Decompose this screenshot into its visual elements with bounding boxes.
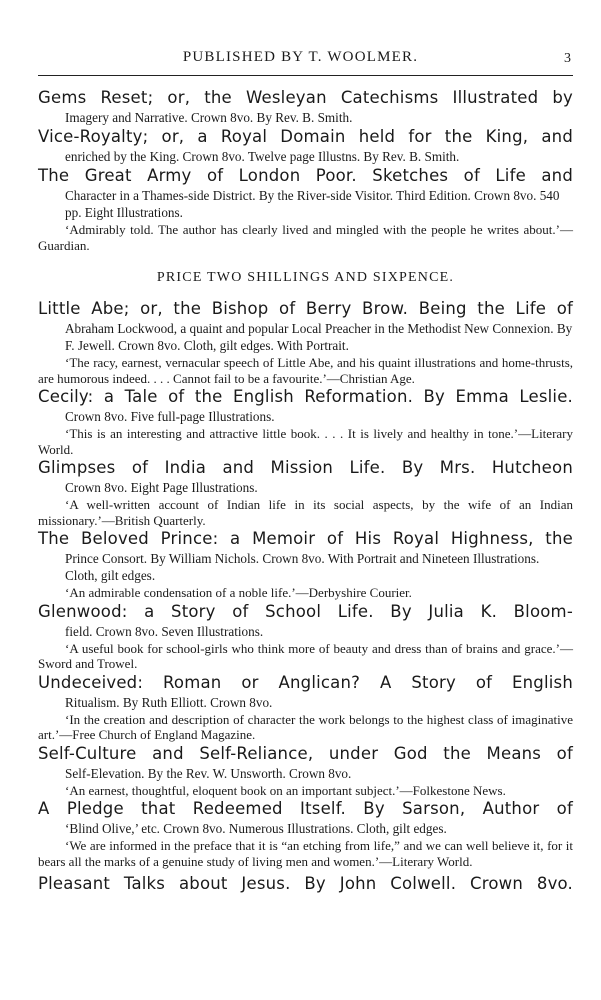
entry-details: enriched by the King. Crown 8vo. Twelve page Illustns. By Rev. B. Smith.	[65, 149, 460, 164]
entry-title: A Pledge that Redeemed Itself. By Sarson, Author of	[38, 799, 573, 818]
entry-title: Glenwood: a Story of School Life. By Julia K. Bloom-	[38, 601, 573, 621]
entry-details: Ritualism. By Ruth Elliott. Crown 8vo.	[65, 694, 273, 710]
entry-details: Prince Consort. By William Nichols. Crown 8vo. With Portrait and Nineteen Illustrations. Cloth, gilt edges.	[65, 551, 540, 583]
publisher-title: PUBLISHED BY T. WOOLMER.	[182, 49, 419, 65]
entry-title: The Great Army of London Poor. Sketches of Life and	[38, 166, 573, 185]
entry-title: The Beloved Prince: a Memoir of His Royal Highness, the	[38, 529, 573, 548]
entry-review-quote: ‘This is an interesting and attractive little book. . . . It is lively and healthy in tone.’—Literary World.	[38, 426, 573, 457]
catalogue-content	[38, 87, 573, 895]
header-rule	[38, 75, 573, 76]
entry-review-quote: ‘An admirable condensation of a noble life.’—Derbyshire Courier.	[65, 585, 412, 600]
entry-details: field. Crown 8vo. Seven Illustrations.	[65, 623, 264, 639]
entry-title: Undeceived: Roman or Anglican? A Story of English	[38, 672, 573, 692]
catalogue-entry	[38, 126, 573, 165]
entry-review-quote: ‘Admirably told. The author has clearly lived and mingled with the people he writes about.’—Guardian.	[38, 222, 573, 253]
entry-details: Self-Elevation. By the Rev. W. Unsworth. Crown 8vo.	[65, 765, 352, 781]
catalogue-entry	[38, 298, 573, 386]
entry-title: Cecily: a Tale of the English Reformation. By Emma Leslie.	[38, 387, 573, 406]
catalogue-entry	[38, 87, 573, 126]
catalogue-entry	[38, 165, 573, 253]
entry-details: Abraham Lockwood, a quaint and popular Local Preacher in the Methodist New Connexion. By F. Jewell. Crown 8vo. Cloth, gilt edges. With Portrait.	[65, 321, 573, 353]
price-section-heading: PRICE TWO SHILLINGS AND SIXPENCE.	[156, 270, 455, 285]
running-header	[0, 47, 601, 71]
entry-title: Little Abe; or, the Bishop of Berry Brow. Being the Life of	[38, 299, 573, 318]
catalogue-entry	[38, 672, 573, 743]
catalogue-entry	[38, 743, 573, 799]
entry-review-quote: ‘A useful book for school-girls who think more of beauty and dress than of brains and grace.’—Sword and Trowel.	[38, 640, 573, 671]
entry-review-quote: ‘A well-written account of Indian life in its social aspects, by the wife of an Indian missionary.’—British Quarterly.	[38, 497, 573, 528]
entries-main	[38, 298, 573, 869]
catalogue-entry	[38, 601, 573, 672]
entry-review-quote: ‘In the creation and description of character the work belongs to the highest class of imaginative art.’—Free Church of England Magazine.	[38, 711, 573, 742]
entry-title: Vice-Royalty; or, a Royal Domain held for the King, and	[38, 127, 573, 146]
entry-title: Self-Culture and Self-Reliance, under God the Means of	[38, 743, 573, 763]
catalogue-entry	[38, 457, 573, 528]
page-number: 3	[564, 51, 571, 66]
entry-details: Imagery and Narrative. Crown 8vo. By Rev. B. Smith.	[65, 110, 353, 125]
entry-title: Gems Reset; or, the Wesleyan Catechisms Illustrated by	[38, 88, 573, 107]
entry-review-quote: ‘We are informed in the preface that it is “an etching from life,” and we can well believe it, for it bears all the marks of a genuine study of living men and women.’—Literary World.	[38, 838, 573, 869]
last-entry-line: Pleasant Talks about Jesus. By John Colwell. Crown 8vo.	[38, 874, 573, 893]
entry-review-quote: ‘An earnest, thoughtful, eloquent book on an important subject.’—Folkestone News.	[65, 782, 506, 798]
catalogue-entry	[38, 386, 573, 457]
entries-top	[38, 87, 573, 253]
entry-title: Glimpses of India and Mission Life. By Mrs. Hutcheon	[38, 458, 573, 477]
entry-details: ‘Blind Olive,’ etc. Crown 8vo. Numerous Illustrations. Cloth, gilt edges.	[65, 821, 447, 836]
entry-review-quote: ‘The racy, earnest, vernacular speech of Little Abe, and his quaint illustrations and home-thrusts, are humorous indeed. . . . Cannot fail to be a favourite.’—Christian Age.	[38, 355, 573, 386]
entry-details: Crown 8vo. Five full-page Illustrations.	[65, 409, 275, 424]
entry-details: Character in a Thames-side District. By the River-side Visitor. Third Edition. Crown 8vo. 540 pp. Eight Illustrations.	[65, 188, 560, 220]
catalogue-entry	[38, 798, 573, 869]
catalogue-entry	[38, 528, 573, 601]
entry-details: Crown 8vo. Eight Page Illustrations.	[65, 480, 258, 495]
